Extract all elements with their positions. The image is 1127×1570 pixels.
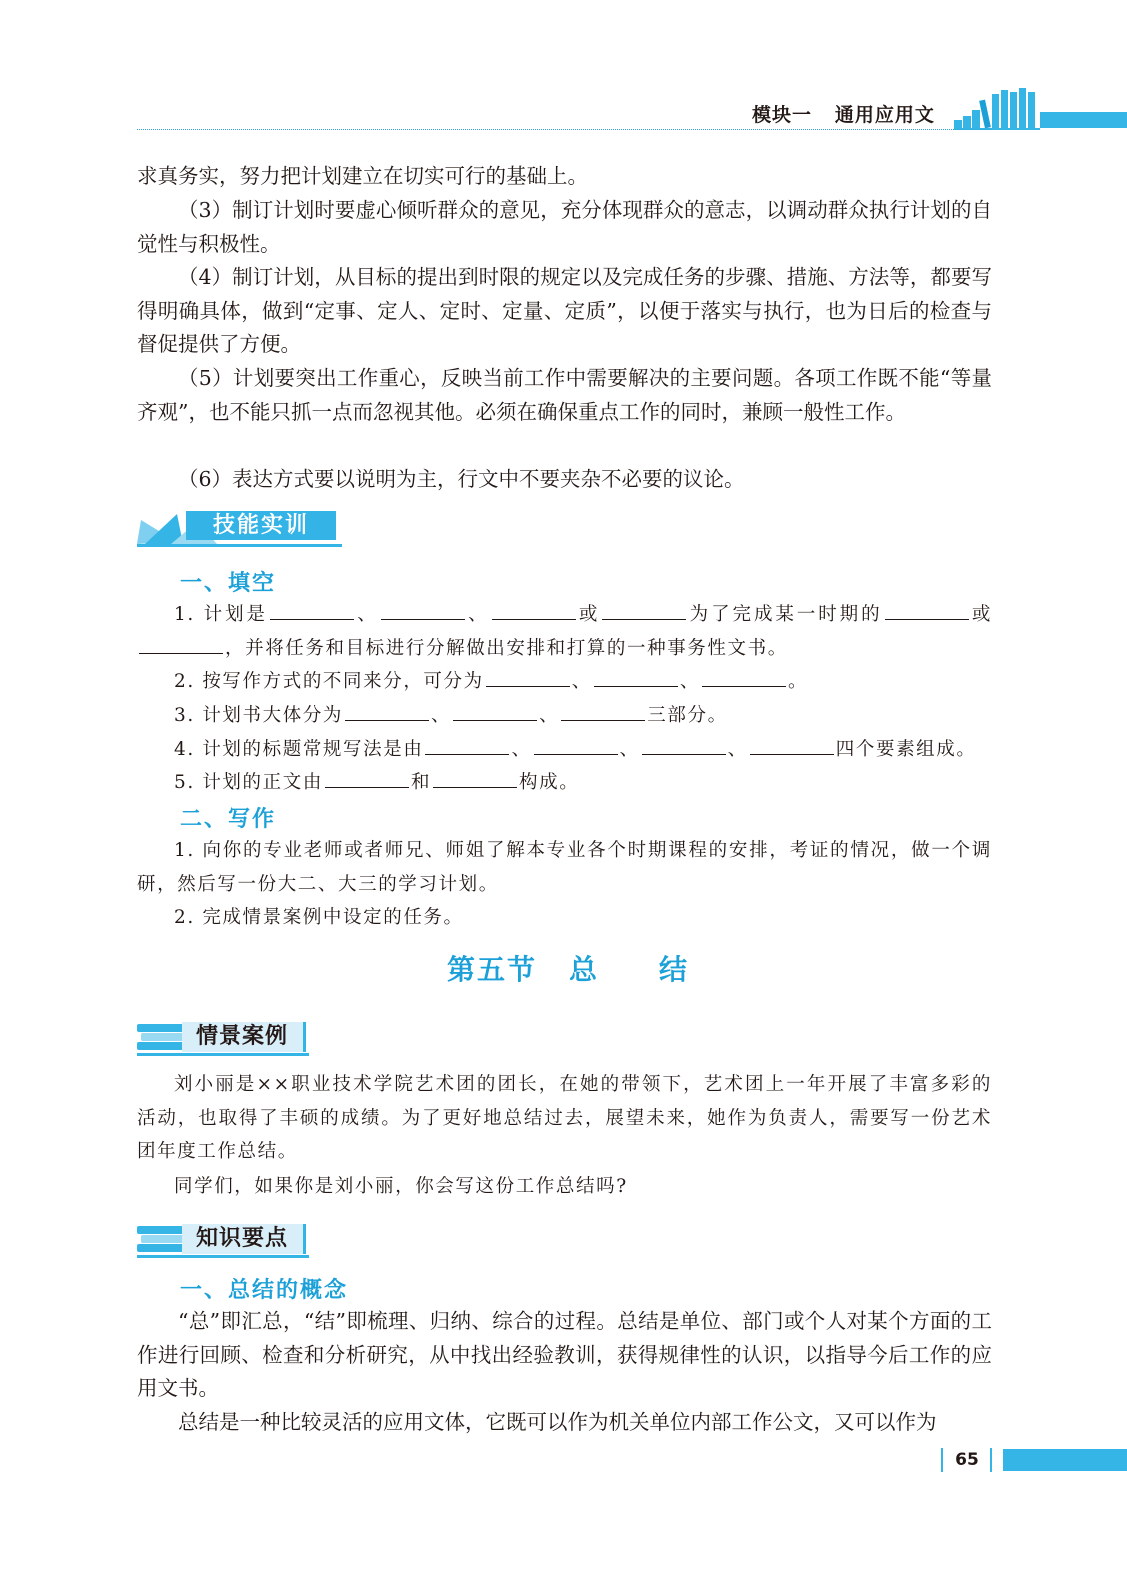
page-number-divider [990, 1448, 992, 1472]
answer-blank[interactable] [486, 666, 570, 687]
question-2: 2. 按写作方式的不同来分，可分为 、 、 。 [137, 665, 992, 699]
header-module: 模块一 [752, 104, 813, 126]
answer-blank[interactable] [594, 666, 678, 687]
case-banner: 情景案例 [182, 1022, 306, 1052]
page-number-divider [941, 1448, 943, 1472]
section-title: 第五节 总 结 [447, 953, 690, 986]
answer-blank[interactable] [642, 734, 726, 755]
paragraph: “总”即汇总，“结”即梳理、归纳、综合的过程。总结是单位、部门或个人对某个方面的工作进行回顾、检查和分析研究，从中找出经验教训，获得规律性的认识，以指导今后工作的应用文书。 [137, 1309, 992, 1400]
answer-blank[interactable] [325, 767, 409, 788]
case-paragraph: 刘小丽是××职业技术学院艺术团的团长，在她的带领下，艺术团上一年开展了丰富多彩的活动，也取得了丰硕的成绩。为了更好地总结过去，展望未来，她作为负责人，需要写一份艺术团年度工作总结。 [137, 1074, 992, 1163]
answer-blank[interactable] [345, 700, 429, 721]
writing-task-2: 2. 完成情景案例中设定的任务。 [174, 907, 464, 928]
page-number: 65 [955, 1450, 979, 1470]
header-rule [137, 129, 992, 130]
writing-task-1: 1. 向你的专业老师或者师兄、师姐了解本专业各个时期课程的安排，考证的情况，做一个调研，然后写一份大二、大三的学习计划。 [137, 840, 992, 895]
paragraph: （6）表达方式要以说明为主，行文中不要夹杂不必要的议论。 [178, 467, 745, 491]
answer-blank[interactable] [702, 666, 786, 687]
paragraph: 总结是一种比较灵活的应用文体，它既可以作为机关单位内部工作公文，又可以作为 [178, 1410, 937, 1434]
answer-blank[interactable] [561, 700, 645, 721]
answer-blank[interactable] [453, 700, 537, 721]
paragraph: （4）制订计划，从目标的提出到时限的规定以及完成任务的步骤、措施、方法等，都要写得明确具体，做到“定事、定人、定时、定量、定质”，以便于落实与执行，也为日后的检查与督促提供了方便。 [137, 265, 992, 356]
skill-training-banner: 技能实训 [186, 511, 336, 540]
header-title: 通用应用文 [834, 104, 935, 126]
header-accent-bar [1040, 112, 1127, 128]
answer-blank[interactable] [534, 734, 618, 755]
concept-heading: 一、总结的概念 [180, 1278, 349, 1303]
answer-blank[interactable] [270, 599, 354, 620]
paragraph: （3）制订计划时要虚心倾听群众的意见，充分体现群众的意志，以调动群众执行计划的自觉性与积极性。 [137, 198, 992, 256]
question-5: 5. 计划的正文由 和 构成。 [137, 766, 992, 800]
paragraph: 求真务实，努力把计划建立在切实可行的基础上。 [137, 164, 588, 188]
answer-blank[interactable] [139, 633, 223, 654]
answer-blank[interactable] [433, 767, 517, 788]
answer-blank[interactable] [492, 599, 576, 620]
case-question: 同学们，如果你是刘小丽，你会写这份工作总结吗? [174, 1176, 628, 1197]
knowledge-banner: 知识要点 [182, 1224, 306, 1254]
running-header [752, 100, 935, 127]
answer-blank[interactable] [885, 599, 969, 620]
answer-blank[interactable] [750, 734, 834, 755]
question-1: 1. 计划是 、 、 或 为了完成某一时期的 或，并将任务和目标进行分解做出安排和打算的一种事务性文书。 [137, 598, 992, 665]
question-3: 3. 计划书大体分为 、 、 三部分。 [137, 699, 992, 733]
bookshelf-icon [954, 86, 1040, 130]
question-4: 4. 计划的标题常规写法是由 、 、 、 四个要素组成。 [137, 733, 992, 767]
paragraph: （5）计划要突出工作重心，反映当前工作中需要解决的主要问题。各项工作既不能“等量齐观”，也不能只抓一点而忽视其他。必须在确保重点工作的同时，兼顾一般性工作。 [137, 366, 992, 424]
footer-accent-bar [1003, 1449, 1127, 1471]
answer-blank[interactable] [425, 734, 509, 755]
fill-blank-heading: 一、填空 [180, 571, 277, 596]
answer-blank[interactable] [381, 599, 465, 620]
writing-heading: 二、写作 [180, 807, 277, 832]
answer-blank[interactable] [602, 599, 686, 620]
